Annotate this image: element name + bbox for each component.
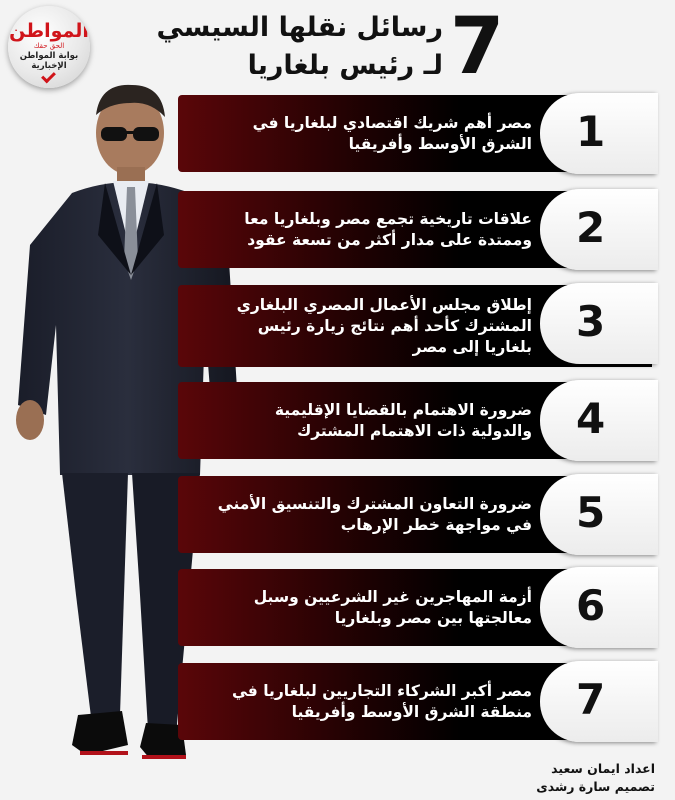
message-number: 4: [576, 394, 606, 443]
message-line: مصر أهم شريك اقتصادي لبلغاريا في: [252, 113, 532, 132]
message-line: بلغاريا إلى مصر: [412, 337, 532, 356]
message-row-3: [178, 285, 652, 367]
message-text: [218, 569, 532, 646]
message-line: والدولية ذات الاهتمام المشترك: [297, 421, 532, 440]
message-line: علاقات تاريخية تجمع مصر وبلغاريا معا: [244, 209, 532, 228]
number-tab: [540, 93, 658, 174]
message-text: [218, 95, 532, 172]
title-number: 7: [450, 2, 505, 92]
logo-tagline: الحق حقك: [33, 42, 65, 50]
message-line: معالجتها بين مصر وبلغاريا: [334, 608, 532, 627]
message-text: [218, 663, 532, 740]
number-tab: [540, 283, 658, 364]
message-number: 2: [576, 203, 606, 252]
credits: [536, 760, 655, 796]
message-number: 7: [576, 675, 606, 724]
message-line: إطلاق مجلس الأعمال المصري البلغاري: [236, 295, 532, 314]
message-line: منطقة الشرق الأوسط وأفريقيا: [291, 702, 532, 721]
message-number: 5: [576, 488, 606, 537]
logo-name: المواطن: [9, 20, 89, 42]
message-line: وممتدة على مدار أكثر من تسعة عقود: [247, 230, 532, 249]
message-line: الشرق الأوسط وأفريقيا: [348, 134, 532, 153]
message-row-5: [178, 476, 652, 553]
message-row-6: [178, 569, 652, 646]
message-row-7: [178, 663, 652, 740]
number-tab: [540, 189, 658, 270]
logo-portal-name: بوابة المواطن الإخبارية: [19, 51, 79, 71]
message-text: [218, 382, 532, 459]
message-row-4: [178, 382, 652, 459]
prepared-by: اعداد ايمان سعيد: [551, 761, 655, 776]
number-tab: [540, 661, 658, 742]
message-line: المشترك كأحد أهم نتائج زيارة رئيس: [257, 316, 532, 335]
message-text: [218, 476, 532, 553]
page-subtitle: لـ رئيس بلغاريا: [247, 50, 443, 81]
message-line: في مواجهة خطر الإرهاب: [340, 515, 532, 534]
message-line: ضرورة الاهتمام بالقضايا الإقليمية: [274, 400, 532, 419]
number-tab: [540, 474, 658, 555]
message-text: [218, 191, 532, 268]
message-line: أزمة المهاجرين غير الشرعيين وسبل: [253, 587, 532, 606]
number-tab: [540, 380, 658, 461]
designed-by: تصميم سارة رشدى: [536, 779, 655, 794]
number-tab: [540, 567, 658, 648]
message-row-1: [178, 95, 652, 172]
message-text: [218, 285, 532, 367]
message-line: ضرورة التعاون المشترك والتنسيق الأمني: [217, 494, 532, 513]
message-number: 1: [576, 107, 606, 156]
message-number: 3: [576, 297, 606, 346]
message-line: مصر أكبر الشركاء التجاريين لبلغاريا في: [231, 681, 532, 700]
message-number: 6: [576, 581, 606, 630]
message-row-2: [178, 191, 652, 268]
page-title: رسائل نقلها السيسي: [156, 12, 443, 43]
